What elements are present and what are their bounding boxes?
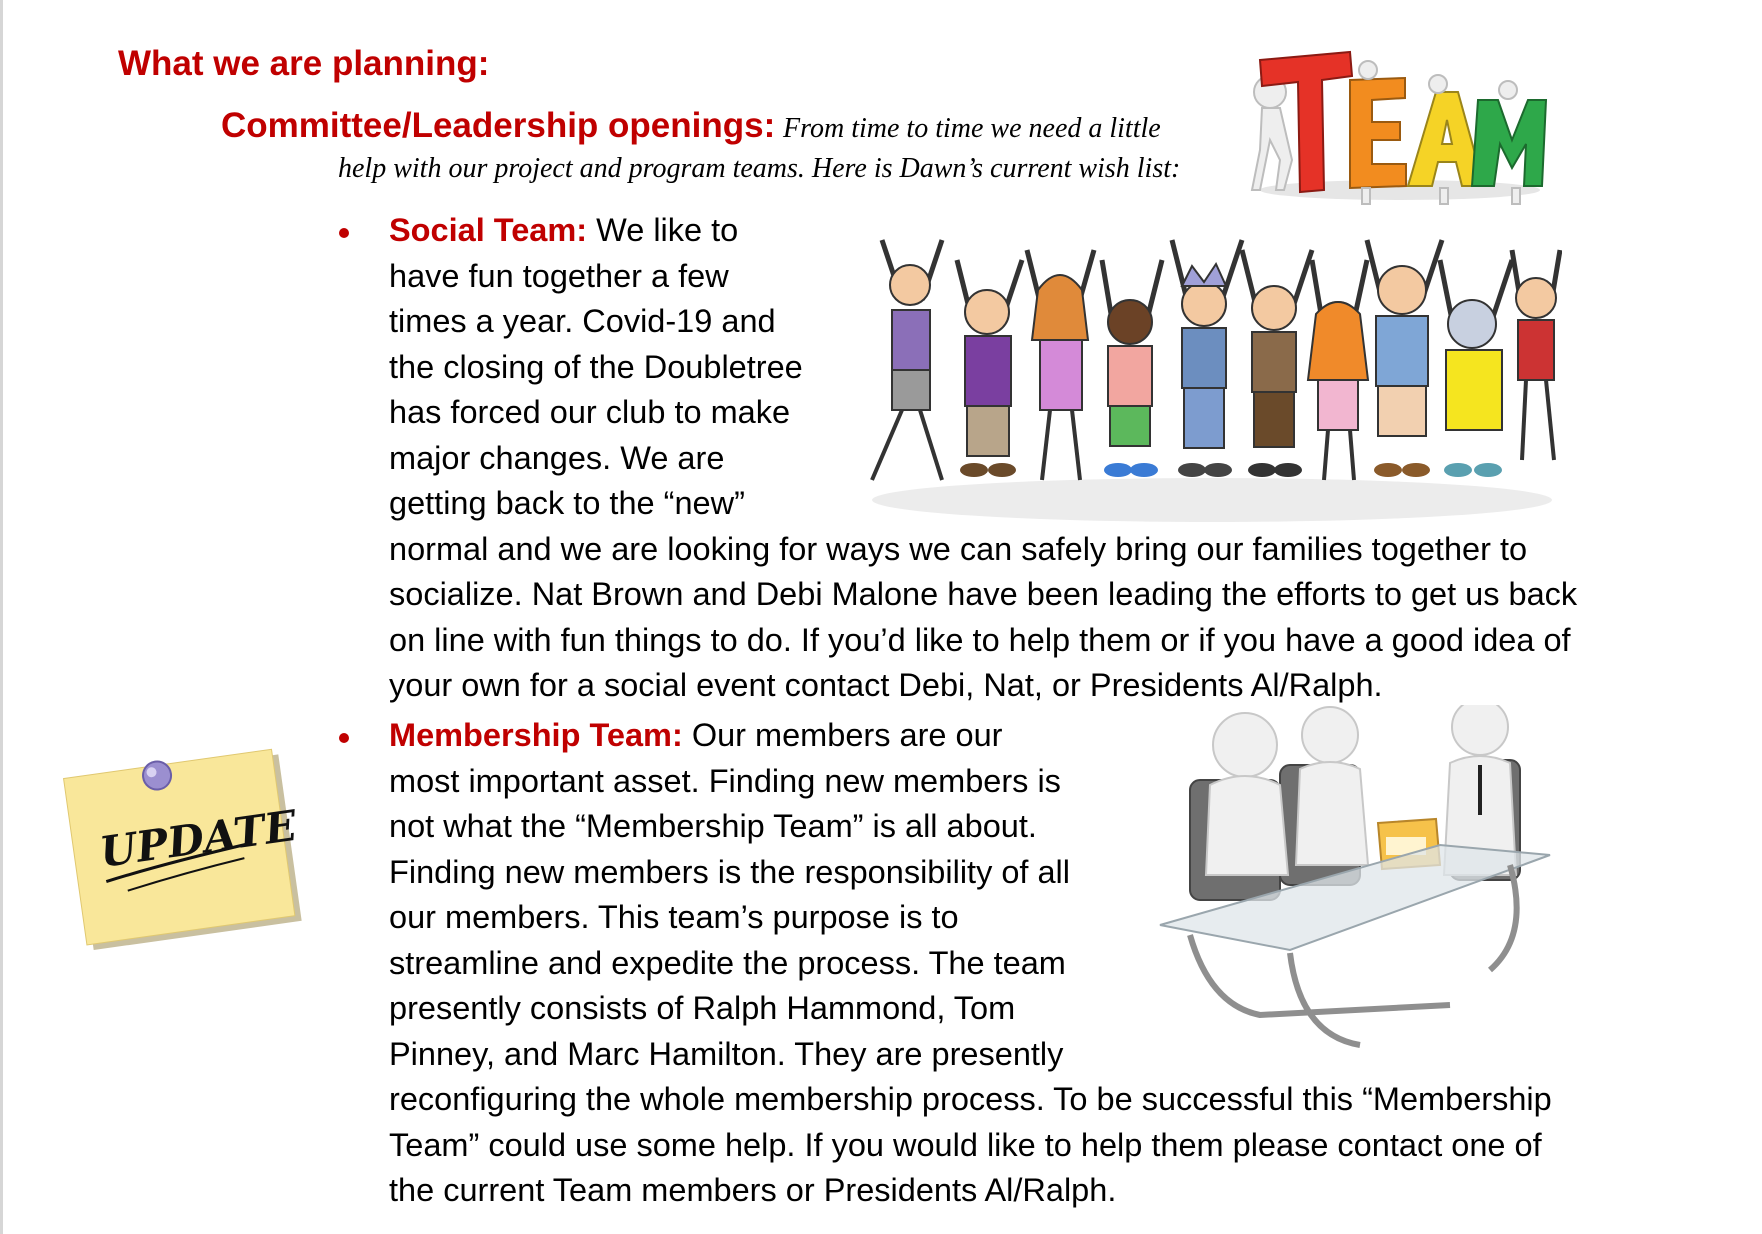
team-letters-image [1240,40,1550,210]
membership-team-title: Membership Team: [389,717,683,753]
crowd-person [1512,250,1560,460]
letter-m-icon [1472,100,1546,186]
meeting-table-image [1150,705,1560,1070]
crowd-person [1308,260,1368,480]
social-line: times a year. Covid-19 and [389,303,776,339]
membership-line: Pinney, and Marc Hamilton. They are presently [389,1035,1064,1072]
section-heading: What we are planning: [118,44,490,83]
update-label: UPDATE [96,800,300,877]
celebrating-crowd-image [862,230,1562,530]
membership-line: streamline and expedite the process. The team [389,944,1066,981]
committee-intro [221,106,1221,189]
membership-line: not what the “Membership Team” is all about. [389,808,1037,844]
intro-line-2: help with our project and program teams. Here is Dawn’s current wish list: [338,153,1181,184]
crowd-person [957,260,1022,477]
social-line: normal and we are looking for ways we can safely bring our families together to [389,530,1528,567]
social-text: We like to [596,212,739,248]
crowd-person [1440,260,1512,477]
social-line: your own for a social event contact Debi, Nat, or Presidents Al/Ralph. [389,667,1383,703]
membership-line: most important asset. Finding new members is [389,762,1061,799]
crowd-person [1102,260,1162,477]
update-sticky-note [62,740,312,950]
social-line: on line with fun things to do. If you’d like to help them or if you have a good idea of [389,621,1571,658]
social-line: major changes. We are [389,439,725,476]
letter-e-icon [1350,78,1406,188]
crowd-person [1242,250,1312,477]
bullet-icon [339,733,349,743]
membership-line: presently consists of Ralph Hammond, Tom [389,990,1016,1026]
social-line: has forced our club to make [389,394,791,430]
social-line: have fun together a few [389,257,729,294]
intro-line-1: From time to time we need a little [783,113,1161,144]
crowd-person [1367,240,1442,477]
committee-heading: Committee/Leadership openings: [221,106,776,145]
crowd-person [1027,250,1094,480]
bullet-icon [339,228,349,238]
membership-line: Team” could use some help. If you would like to help them please contact one of [389,1126,1542,1163]
social-team-title: Social Team: [389,212,588,248]
crowd-person [872,240,942,480]
social-line: the closing of the Doubletree [389,348,803,385]
membership-line: the current Team members or Presidents Al/Ralph. [389,1172,1117,1208]
team-figure [1252,76,1292,190]
membership-line: Finding new members is the responsibility of all [389,853,1070,890]
social-line: getting back to the “new” [389,485,745,521]
social-line: socialize. Nat Brown and Debi Malone have been leading the efforts to get us back [389,576,1578,612]
membership-line: reconfiguring the whole membership process. To be successful this “Membership [389,1081,1552,1117]
crowd-person [1172,240,1242,477]
page-border [0,0,3,1234]
membership-line: our members. This team’s purpose is to [389,899,959,935]
membership-text: Our members are our [691,717,1003,753]
